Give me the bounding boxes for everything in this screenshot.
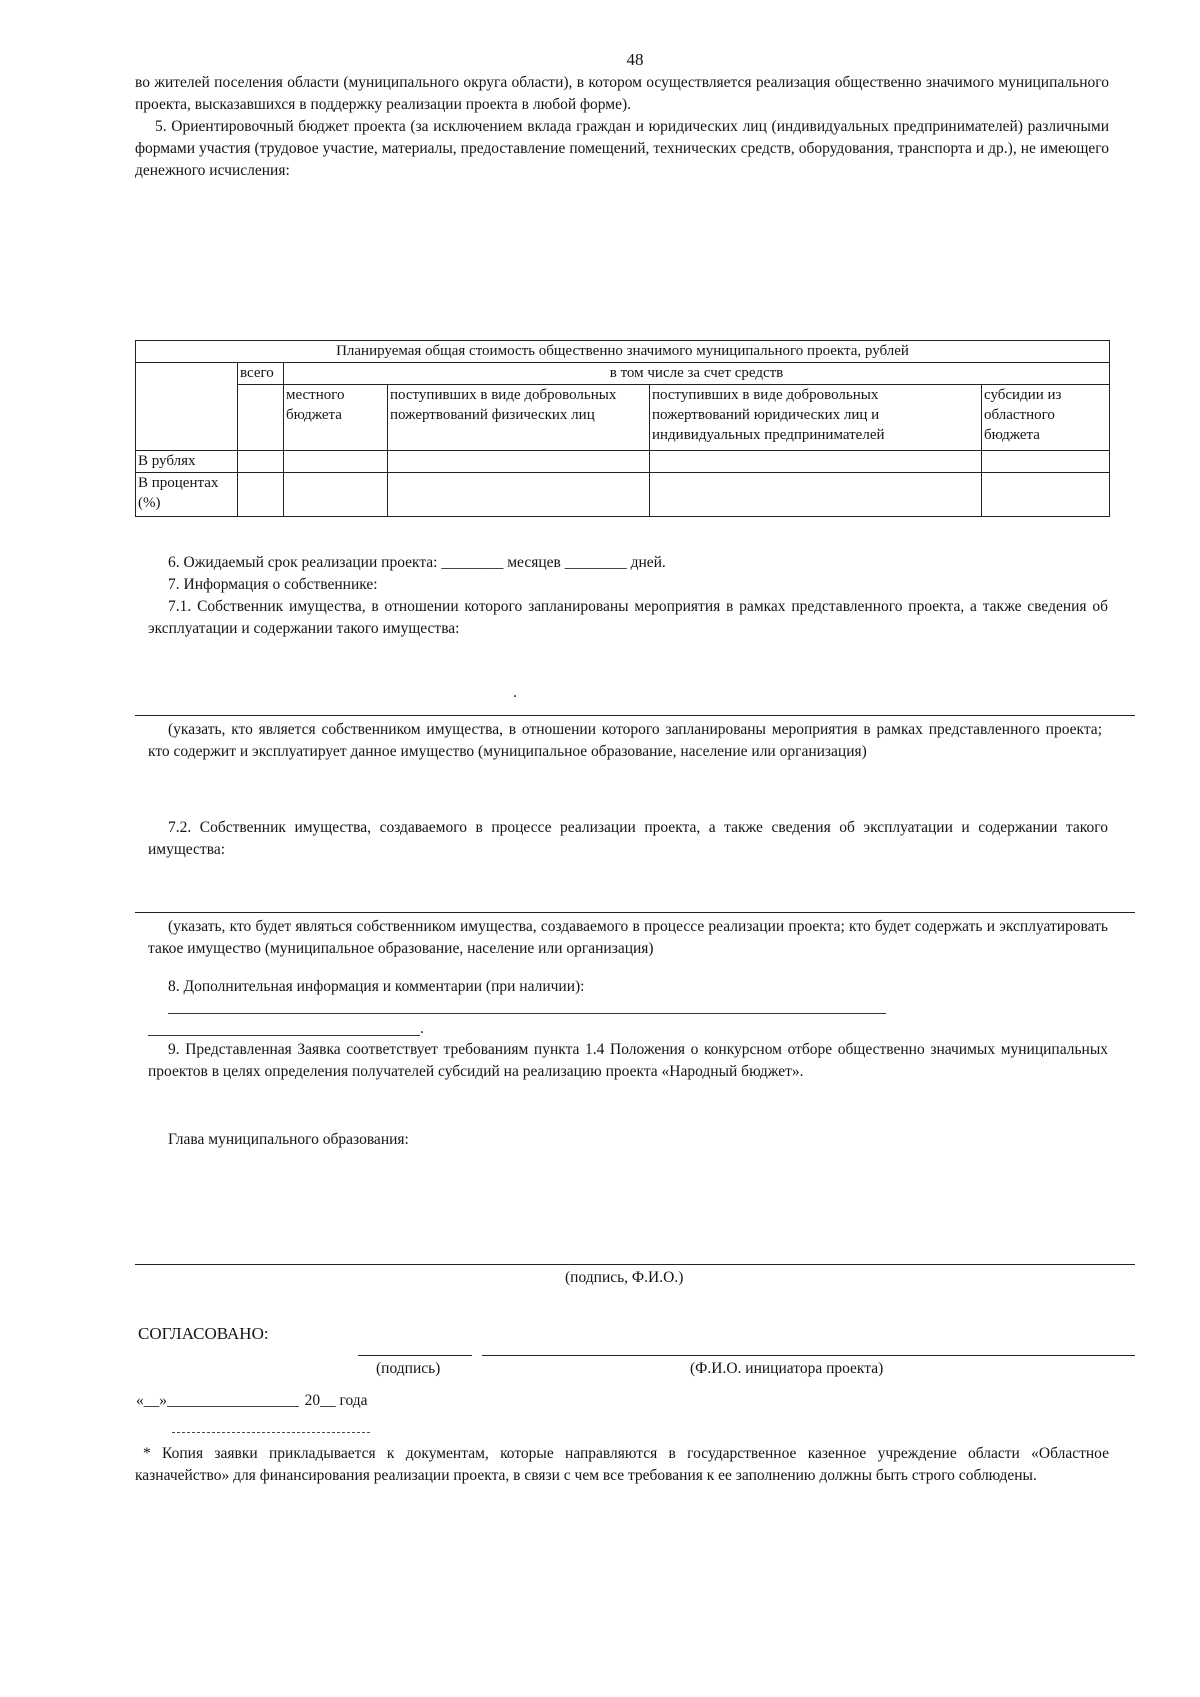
item-7-1-dot: . <box>513 684 517 701</box>
cell-rubles-legal[interactable] <box>650 451 982 473</box>
item-8-answer-line-1[interactable] <box>168 1013 886 1014</box>
item-6-days-label: дней. <box>630 554 666 571</box>
item-8-text: 8. Дополнительная информация и комментарии (при наличии): <box>168 978 585 995</box>
agreed-signature-line[interactable] <box>358 1355 472 1356</box>
date-month[interactable]: _________________ <box>167 1392 299 1409</box>
cell-percent-individuals[interactable] <box>388 473 650 517</box>
date-year[interactable]: 20__ года <box>304 1392 368 1409</box>
item-5-paragraph: 5. Ориентировочный бюджет проекта (за исключением вклада граждан и юридических лиц (индивидуальных предпринимателей) различными формами участия (трудовое участие, материалы, предоставление помещений, технических средств, оборудования, транспорта и др.), не имеющего денежного исчисления: <box>135 118 1109 179</box>
cell-percent-local[interactable] <box>284 473 388 517</box>
agreed-signature-label: (подпись) <box>376 1360 441 1377</box>
col-legal-donations: поступивших в виде добровольных пожертвований юридических лиц и индивидуальных предпринимателей <box>650 385 982 451</box>
item-6-months-blank[interactable]: ________ <box>441 554 504 571</box>
agreed-name-line[interactable] <box>482 1355 1135 1356</box>
item-7-2-answer-line[interactable] <box>135 912 1135 913</box>
item-6-months-label: месяцев <box>507 554 561 571</box>
item-9-paragraph: 9. Представленная Заявка соответствует требованиям пункта 1.4 Положения о конкурсном отборе общественно значимых муниципальных проектов в целях определения получателей субсидий на реализацию проекта «Народный бюджет». <box>148 1041 1108 1080</box>
col-regional-subsidy: субсидии из областного бюджета <box>982 385 1110 451</box>
item-7-1-paragraph: 7.1. Собственник имущества, в отношении которого запланированы мероприятия в рамках представленного проекта, а также сведения об эксплуатации и содержании такого имущества: <box>148 598 1108 637</box>
col-local-budget: местного бюджета <box>284 385 388 451</box>
continuation-paragraph: во жителей поселения области (муниципального округа области), в котором осуществляется реализация общественно значимого муниципального проекта, высказавшихся в поддержку реализации проекта в любой форме). <box>135 74 1109 113</box>
head-signature-line[interactable] <box>135 1264 1135 1265</box>
item-7-heading: 7. Информация о собственнике: <box>168 576 378 593</box>
cell-percent-subsidy[interactable] <box>982 473 1110 517</box>
col-group: в том числе за счет средств <box>284 363 1110 385</box>
cell-rubles-local[interactable] <box>284 451 388 473</box>
cell-percent-legal[interactable] <box>650 473 982 517</box>
footnote: * Копия заявки прикладывается к документам, которые направляются в государственное казенное учреждение области «Областное казначейство» для финансирования реализации проекта, в связи с чем все требования к ее заполнению должны быть строго соблюдены. <box>135 1445 1109 1484</box>
item-7-1-answer-line[interactable] <box>135 715 1135 716</box>
item-8-answer-line-2[interactable] <box>148 1035 420 1036</box>
agreed-label: СОГЛАСОВАНО: <box>138 1324 269 1343</box>
item-6-line <box>168 552 1108 574</box>
row-rubles-label: В рублях <box>136 451 238 473</box>
cell-rubles-subsidy[interactable] <box>982 451 1110 473</box>
item-6-prefix: 6. Ожидаемый срок реализации проекта: <box>168 554 438 571</box>
item-8-end-dot: . <box>420 1020 424 1037</box>
head-label: Глава муниципального образования: <box>168 1131 409 1148</box>
budget-table-empty-corner <box>136 363 238 451</box>
budget-table-title: Планируемая общая стоимость общественно значимого муниципального проекта, рублей <box>136 341 1110 363</box>
col-total: всего <box>238 363 284 385</box>
page-number: 48 <box>626 50 644 69</box>
item-7-2-paragraph: 7.2. Собственник имущества, создаваемого в процессе реализации проекта, а также сведения об эксплуатации и содержании такого имущества: <box>148 819 1108 858</box>
cell-rubles-individuals[interactable] <box>388 451 650 473</box>
agreed-initiator-label: (Ф.И.О. инициатора проекта) <box>690 1360 884 1377</box>
date-line <box>136 1390 368 1412</box>
col-total-empty <box>238 385 284 451</box>
cell-percent-total[interactable] <box>238 473 284 517</box>
col-individual-donations: поступивших в виде добровольных пожертвований физических лиц <box>388 385 650 451</box>
item-7-1-hint: (указать, кто является собственником имущества, в отношении которого запланированы мероприятия в рамках представленного проекта; кто содержит и эксплуатирует данное имущество (муниципальное образование, население или организация) <box>148 721 1102 760</box>
row-percent-label: В процентах (%) <box>136 473 238 517</box>
item-6-days-blank[interactable]: ________ <box>564 554 627 571</box>
budget-table <box>135 340 1110 517</box>
item-7-2-hint: (указать, кто будет являться собственником имущества, создаваемого в процессе реализации проекта; кто будет содержать и эксплуатировать такое имущество (муниципальное образование, население или организация) <box>148 918 1108 957</box>
date-day[interactable]: «__» <box>136 1392 167 1409</box>
cell-rubles-total[interactable] <box>238 451 284 473</box>
footnote-separator <box>172 1432 370 1433</box>
head-signature-hint: (подпись, Ф.И.О.) <box>565 1269 684 1286</box>
